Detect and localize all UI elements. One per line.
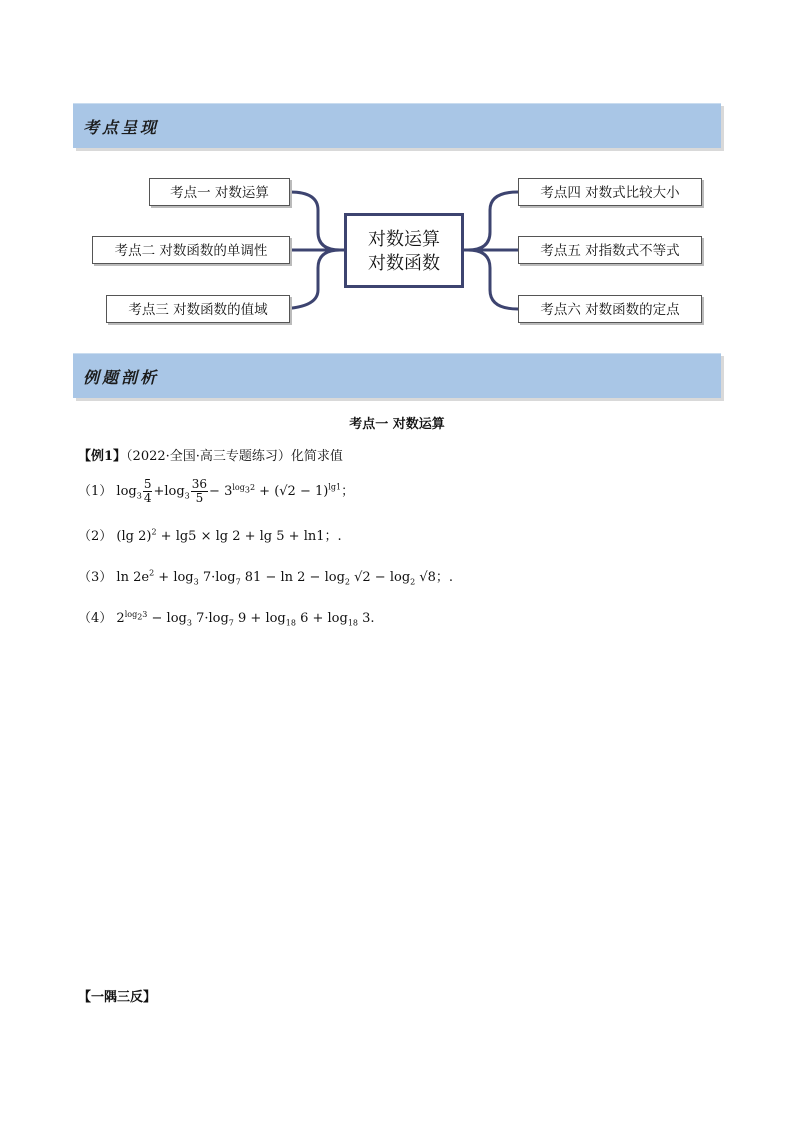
formula-3: $\ln 2e^2 + \log_3 7\cdot\log_7$ $81 - \ln 2 - \log_2 √2 - \log_2 √8$；. [116,568,454,587]
mindmap-center [344,213,464,288]
mindmap-center-line1: 对数运算 [368,229,440,250]
mindmap-node-6: 考点六 对数函数的定点 [518,295,702,323]
connector-right-3 [468,250,518,309]
practice-label: 【一隅三反】 [78,990,157,1005]
mindmap-center-line2: 对数函数 [368,253,440,274]
connector-right-1 [468,192,518,250]
section-banner-example [73,353,721,398]
section-title-example: 例题剖析 [83,368,160,387]
formula-4: $2^{log_23} - \log_3 7\cdot\log_7$ $9 + \log_{18} 6 + \log_{18} 3$. [116,609,375,628]
mindmap-node-1: 考点一 对数运算 [149,178,290,206]
formula-1: $\log_3$ $\frac{5}{4}$ $+\log_3$ $\frac{36}{5}$ − $3^{log_32} + (√2 - 1)^{lg1}$； [116,477,355,505]
mindmap-node-2: 考点二 对数函数的单调性 [92,236,290,264]
example-source: （2022·全国·高三专题练习）化简求值 [126,449,343,464]
example-label: 【例1】 [78,449,127,464]
formula-2: (lg 2)$^2$ + lg5 × lg 2 + lg 5 + ln1；. [116,527,342,544]
mindmap-node-5: 考点五 对指数式不等式 [518,236,702,264]
problem-4: （4） $2^{log_23} - \log_3 7\cdot\log_7$ $9 + \log_{18} 6 + \log_{18} 3$. [78,609,375,628]
section-title-kaodian: 考点呈现 [83,118,160,137]
problem-2: （2） (lg 2)$^2$ + lg5 × lg 2 + lg 5 + ln1；. [78,527,342,544]
mindmap-node-3: 考点三 对数函数的值域 [106,295,290,323]
connector-left-1 [290,192,340,250]
problem-1: （1） $\log_3$ $\frac{5}{4}$ $+\log_3$ $\frac{36}{5}$ − $3^{log_32} + (√2 - 1)^{lg1}$； [78,477,355,505]
example-heading [78,445,343,464]
problem-3: （3） $\ln 2e^2 + \log_3 7\cdot\log_7$ $81 - \ln 2 - \log_2 √2 - \log_2 √8$；. [78,568,454,587]
subsection-title: 考点一 对数运算 [349,417,445,432]
mindmap-node-4: 考点四 对数式比较大小 [518,178,702,206]
